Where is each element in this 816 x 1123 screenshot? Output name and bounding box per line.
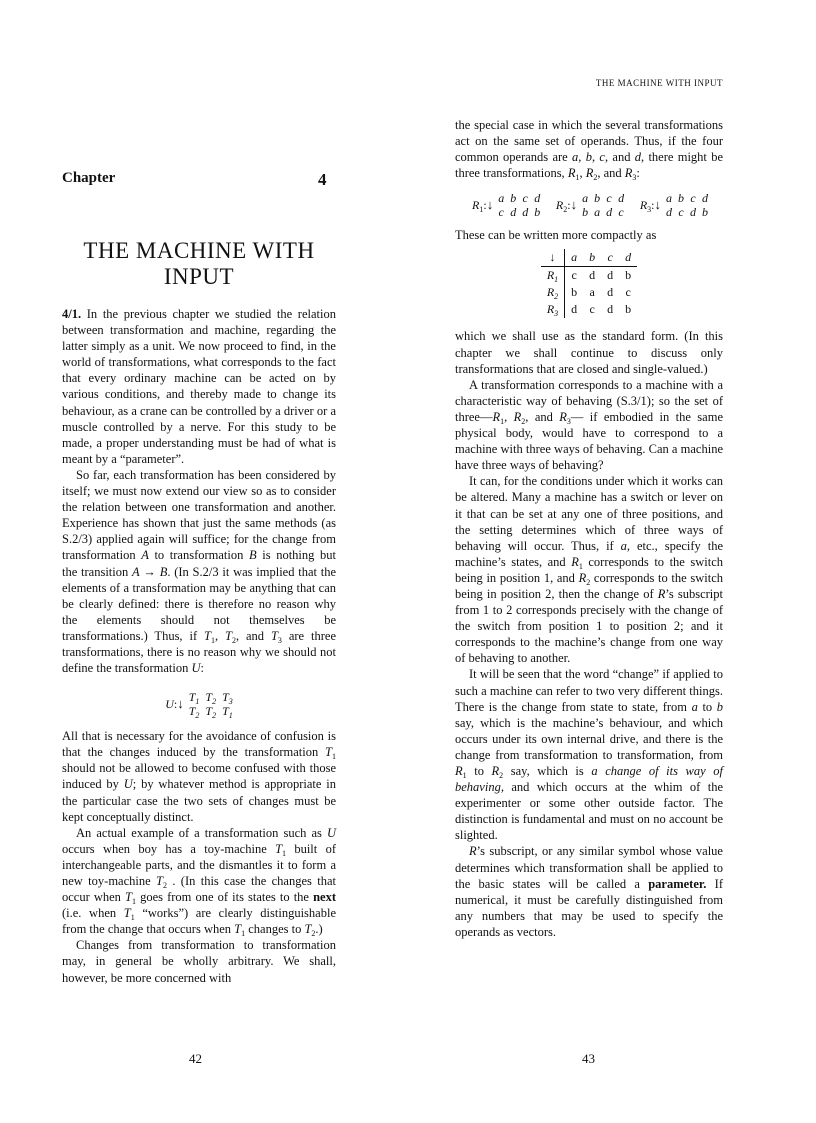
paragraph-change: It will be seen that the word “change” if applied to such a machine can refer to two very different things. There is the change from state to state, from a to b say, which is the machine’s behaviour, and which occurs under its own internal drive, and there is the change from transformation to transformation, from $R_1$ to $R_2$ say, which is a change of its way of behaving, and which occurs at the whim of the experimenter or some other outside factor. The distinction is fundamental and must on no account be slighted.	[455, 667, 723, 843]
paragraph-4-1: 4/1. In the previous chapter we studied the relation between transformation and machine, regarding the latter simply as a unit. We now proceed to find, in the world of transformations, what corresponds to the fact that every ordinary machine can be acted on by various conditions, and thereby made to change its behaviour, as a crane can be controlled by a driver or a muscle controlled by a nerve. For this study to be made, a proper understanding must be had of what is meant by a “parameter”.	[62, 307, 336, 466]
standard-form-table: ↓ a b c d $R_1$ c d d b $R_2$ b a d c $R_3$ d c d b	[541, 249, 637, 318]
standard-form-table-wrap	[455, 249, 723, 318]
u-transformation-display	[62, 690, 336, 721]
running-head: THE MACHINE WITH INPUT	[595, 78, 723, 88]
right-column	[455, 117, 723, 940]
table-row: $R_2$ b a d c	[541, 284, 637, 301]
paragraph-actual-example: An actual example of a transformation such as U occurs when boy has a toy-machine $T_1$ built of interchangeable parts, and the dismantles it to form a new toy-machine $T_2$ . (In this case the changes that occur when $T_1$ goes from one of its states to the next (i.e. when $T_1$ “works”) are clearly distinguishable from the change that occurs when $T_1$ changes to $T_2$.)	[62, 825, 336, 939]
chapter-label: Chapter	[62, 170, 116, 186]
paragraph-special-case: the special case in which the several transformations act on the same set of operands. Thus, if the four common operands are a, b, c, and d, there might be three transformations, $R_1$, $R_2$, and $R_3$:	[455, 118, 723, 183]
paragraph-compactly: These can be written more compactly as	[455, 228, 657, 243]
paragraph-it-can: It can, for the conditions under which it works can be altered. Many a machine has a switch or lever on it that can be set at any one of three positions, and the setting determines which of three ways of behaving will occur. Thus, if a, etc., specify the machine’s states, and $R_1$ corresponds to the switch being in position 1, and $R_2$ corresponds to the switch being in position 2, then the change of R’s subscript from 1 to 2 corresponds precisely with the change of the switch from position 1 to position 2; and it corresponds to the machine’s change from one way of behaving to another.	[455, 474, 724, 666]
paragraph-parameter: R’s subscript, or any similar symbol whose value determines which transformation shall be applied to the basic states will be called a parameter. If numerical, it must be carefully distinguished from any numbers that may be used to specify the operands as vectors.	[455, 844, 724, 939]
paragraph-all-that: All that is necessary for the avoidance of confusion is that the changes induced by the transformation $T_1$ should not be allowed to become confused with those induced by U; by whatever method is appropriate in the particular case the two sets of changes must be kept conceptually distinct.	[62, 729, 336, 824]
chapter-number: 4	[318, 170, 327, 189]
chapter-title: THE MACHINE WITH INPUT	[83, 238, 315, 289]
paragraph-standard-form: which we shall use as the standard form. (In this chapter we shall continue to discuss only transformations that are closed and single-valued.)	[455, 329, 723, 376]
page-number-right: 43	[582, 1051, 595, 1066]
r2-transformation: $R_2:↓$ a b c d b a d c	[555, 191, 625, 220]
paragraph-changes: Changes from transformation to transformation may, in general be wholly arbitrary. We shall, however, be more concerned with	[62, 938, 336, 985]
paragraph-so-far: So far, each transformation has been considered by itself; we must now extend our view so as to consider the relation between one transformation and another. Experience has shown that just the same methods (as S.2/3) applied again will suffice; for the change from transformation A to transformation B is nothing but the transition A → B. (In S.2/3 it was implied that the elements of a transformation may be anything that can be clearly defined: there is therefore no reason why the elements should not themselves be transformations.) Thus, if $T_1$, $T_2$, and $T_3$ are three transformations, there is no reason why we should not define the transformation U:	[62, 467, 336, 676]
page-number-left: 42	[189, 1051, 202, 1066]
r1-transformation: $R_1:↓$ a b c d c d d b	[472, 191, 541, 220]
r3-transformation: $R_3:↓$ a b c d d c d b	[639, 191, 708, 220]
u-transformation-table: U:↓ $T_1$ $T_2$ $T_3$ $T_2$ $T_2$ $T_1$	[165, 690, 233, 721]
left-column	[62, 306, 336, 986]
table-row: $R_3$ d c d b	[541, 301, 637, 318]
paragraph-corresponds: A transformation corresponds to a machine with a characteristic way of behaving (S.3/1); so the set of $three—R_1$, $R_2$, and $R_3—$ if embodied in the same physical body, would have to correspond to a machine with three ways of behaving. Can a machine have three ways of behaving?	[455, 377, 723, 473]
table-row: $R_1$ c d d b	[541, 267, 637, 285]
r-transformations-row	[469, 191, 711, 219]
